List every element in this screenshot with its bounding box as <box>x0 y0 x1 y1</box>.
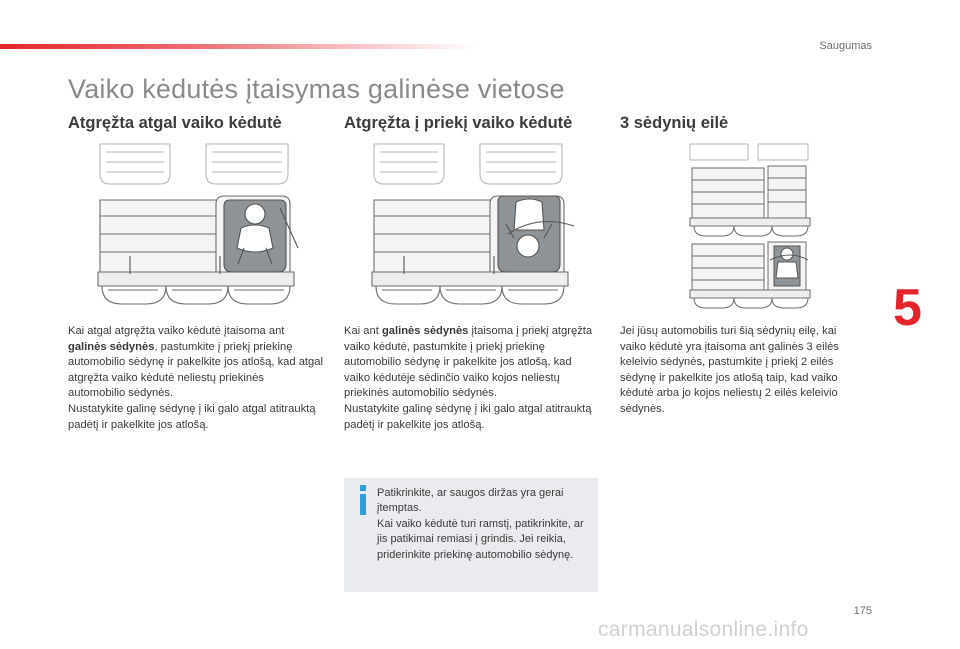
third-row-text <box>620 324 864 418</box>
info-line-1: Patikrinkite, ar saugos diržas yra gerai įtemptas. <box>377 487 564 515</box>
third-row-text-body: Jei jūsų automobilis turi šią sėdynių eilę, kai vaiko kėdutė yra įtaisoma ant galinės 3 eilės keleivio sėdynės, pastumkite į priekį 2 eilės sėdynę ir pakelkite jos atlošą taip, kad vaiko kėdutė arba jo kojos neliestų 2 eilės keleivio sėdynės. <box>620 325 839 415</box>
section-label: Saugumas <box>819 40 872 52</box>
heading-forward-facing: Atgręžta į priekį vaiko kėdutė <box>344 114 573 132</box>
rear-facing-text-part: Kai atgal atgręžta vaiko kėdutė įtaisoma ant <box>68 325 285 337</box>
third-row-illustration <box>686 140 814 310</box>
rear-facing-seat-illustration <box>94 138 306 310</box>
heading-rear-facing: Atgręžta atgal vaiko kėdutė <box>68 114 282 132</box>
info-text <box>377 486 593 563</box>
forward-facing-text-part: įtaisoma į priekį atgręžta vaiko kėdutė, pastumkite į priekį priekinę automobilio sėdynę ir pakelkite jos atlošą, kad vaiko kėdutėje sėdinčio vaiko kojos neliestų priekinės automobilio sėdynės. <box>344 325 593 400</box>
info-line-2: Kai vaiko kėdutė turi ramstį, patikrinkite, ar jis patikimai remiasi į grindis. Jei reikia, priderinkite priekinę automobilio sėdynę. <box>377 517 584 561</box>
forward-facing-text-part: Kai ant <box>344 325 382 337</box>
page-number: 175 <box>853 605 872 617</box>
chapter-number: 5 <box>893 279 922 337</box>
forward-facing-text <box>344 324 600 433</box>
watermark: carmanualsonline.info <box>598 618 809 641</box>
forward-facing-text-bold: galinės sėdynės <box>381 325 469 337</box>
rear-facing-text-bold: galinės sėdynės <box>68 340 155 353</box>
rear-facing-text-part: , pastumkite į priekį priekinę automobilio sėdynę ir pakelkite jos atlošą, kad atgal atgręžta vaiko kėdutė neliestų priekinės automobilio sėdynės. <box>68 340 323 400</box>
rear-facing-text <box>68 324 324 433</box>
forward-facing-seat-illustration <box>368 138 580 310</box>
rear-facing-text-second: Nustatykite galinę sėdynę į iki galo atgal atitrauktą padėtį ir pakelkite jos atlošą. <box>68 402 316 431</box>
info-icon <box>357 485 369 515</box>
forward-facing-text-second: Nustatykite galinę sėdynę į iki galo atgal atitrauktą padėtį ir pakelkite jos atlošą. <box>344 402 592 431</box>
info-box <box>344 478 598 592</box>
header-accent-bar <box>0 44 480 49</box>
page-title: Vaiko kėdutės įtaisymas galinėse vietose <box>68 74 565 104</box>
heading-third-row: 3 sėdynių eilė <box>620 114 729 132</box>
